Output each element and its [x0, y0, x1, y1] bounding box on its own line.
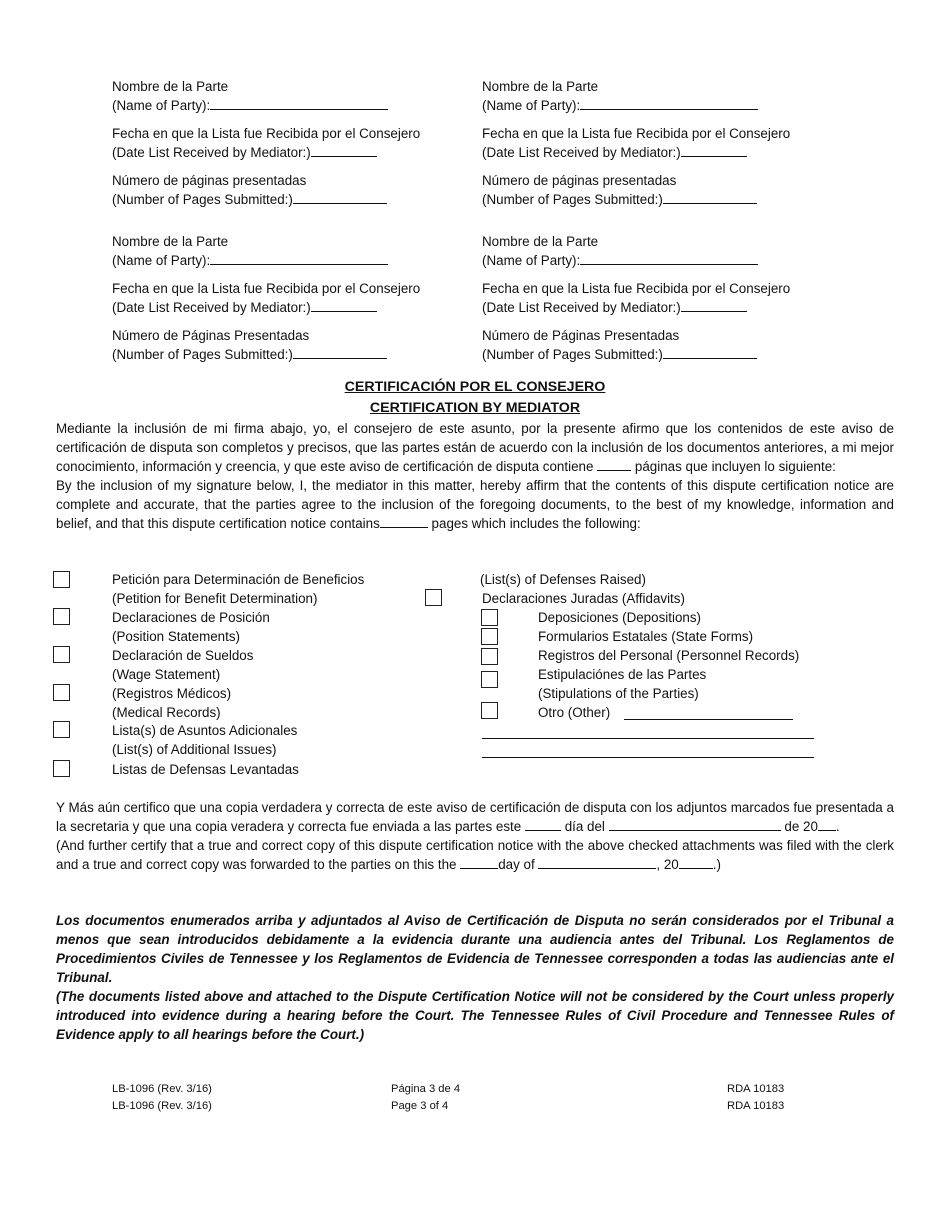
filing-day-field-en[interactable] [460, 856, 498, 869]
certification-text-en-2: pages which includes the following: [431, 516, 641, 531]
checkbox-state-forms[interactable] [481, 628, 498, 645]
certification-paragraph-en [56, 476, 894, 533]
checkbox-wage-statement[interactable] [53, 646, 70, 663]
further-text-es-3: de 20 [784, 819, 818, 834]
date-received-label-es: Fecha en que la Lista fue Recibida por el Consejero [112, 126, 421, 141]
party-name-label-es: Nombre de la Parte [112, 234, 229, 249]
party-name-label-es: Nombre de la Parte [482, 79, 599, 94]
party-block-4 [482, 232, 842, 364]
further-certification-en [56, 836, 894, 874]
party-name-label-en: (Name of Party): [112, 253, 211, 268]
page-count-field-es[interactable] [597, 458, 631, 471]
checkbox-medical-records[interactable] [53, 684, 70, 701]
filing-year-field-es[interactable] [818, 818, 836, 831]
further-certification [56, 798, 894, 874]
date-received-field[interactable] [311, 299, 377, 312]
further-text-en-1: (And further certify that a true and correct copy of this dispute certification notice with the above checked attachments was filed with the clerk and a true and correct copy was forwarded to the parties on this the [56, 838, 894, 872]
pages-label-es: Número de Páginas Presentadas [482, 328, 680, 343]
checklist-label: Listas de Defensas Levantadas [112, 762, 299, 777]
checkbox-petition[interactable] [53, 571, 70, 588]
party-block-1 [112, 77, 472, 209]
checkbox-additional-issues[interactable] [53, 721, 70, 738]
party-name-label-en: (Name of Party): [482, 98, 581, 113]
date-received-label-en: (Date List Received by Mediator:) [482, 145, 681, 160]
checklist-label: Lista(s) de Asuntos Adicionales [112, 723, 298, 738]
checkbox-other[interactable] [481, 702, 498, 719]
pages-label-en: (Number of Pages Submitted:) [112, 192, 293, 207]
further-text-en-3: , 20 [656, 857, 679, 872]
party-name-field[interactable] [210, 97, 388, 110]
further-text-es-4: . [835, 819, 840, 834]
other-line-2[interactable] [482, 757, 814, 758]
party-name-label-en: (Name of Party): [482, 253, 581, 268]
checkbox-depositions[interactable] [481, 609, 498, 626]
footer-rda: RDA 10183 [727, 1083, 785, 1095]
party-block-3 [112, 232, 472, 364]
pages-label-es: Número de páginas presentadas [482, 173, 677, 188]
pages-field[interactable] [663, 191, 757, 204]
further-certification-es [56, 798, 894, 836]
checklist-label: Declaración de Sueldos [112, 648, 254, 663]
date-received-label-en: (Date List Received by Mediator:) [112, 145, 311, 160]
date-received-label-es: Fecha en que la Lista fue Recibida por el Consejero [112, 281, 421, 296]
date-received-field[interactable] [311, 144, 377, 157]
checklist-label: (Medical Records) [112, 705, 221, 720]
checklist-label: Deposiciones (Depositions) [538, 610, 701, 625]
checklist-label: (Registros Médicos) [112, 686, 232, 701]
date-received-field[interactable] [681, 299, 747, 312]
certification-title-es: CERTIFICACIÓN POR EL CONSEJERO [344, 379, 606, 395]
pages-field[interactable] [293, 346, 387, 359]
further-text-es-1: Y Más aún certifico que una copia verdadera y correcta de este aviso de certificación de disputa con los adjuntos marcados fue presentada a la secretaria y que una copia veradera y correcta fue enviada a las partes este [56, 800, 894, 834]
footer-form-number: LB-1096 (Rev. 3/16) [112, 1083, 212, 1095]
checklist-label: Estipulaciónes de las Partes [538, 667, 707, 682]
checklist-label: Otro (Other) [538, 705, 611, 720]
other-line-1[interactable] [482, 738, 814, 739]
pages-label-en: (Number of Pages Submitted:) [482, 192, 663, 207]
checkbox-stipulations[interactable] [481, 671, 498, 688]
footer-page-es: Página 3 de 4 [391, 1083, 461, 1095]
filing-day-field-es[interactable] [525, 818, 561, 831]
certification-text-es-1: Mediante la inclusión de mi firma abajo, yo, el consejero de este asunto, por la presente afirmo que los contenidos de este aviso de certificación de disputa son completos y precisos, que las partes están de acuerdo con la inclusión de los documentos anteriores, a mi mejor conocimiento, información y creencia, y que este aviso de certificación de disputa contiene [56, 421, 894, 474]
pages-label-es: Número de páginas presentadas [112, 173, 307, 188]
party-name-field[interactable] [580, 97, 758, 110]
pages-label-en: (Number of Pages Submitted:) [112, 347, 293, 362]
certification-paragraph-es [56, 419, 894, 476]
party-block-2 [482, 77, 842, 209]
footer-page-en: Page 3 of 4 [391, 1100, 449, 1112]
pages-label-en: (Number of Pages Submitted:) [482, 347, 663, 362]
certification-text-es-2: páginas que incluyen lo siguiente: [634, 459, 836, 474]
page-count-field-en[interactable] [380, 515, 428, 528]
checkbox-position-statements[interactable] [53, 608, 70, 625]
party-name-label-es: Nombre de la Parte [112, 79, 229, 94]
pages-field[interactable] [293, 191, 387, 204]
notice-en: (The documents listed above and attached to the Dispute Certification Notice will not be considered by the Court unless properly introduced into evidence during a hearing before the Court. The Tennessee Rules of Civil Procedure and Tennessee Rules of Evidence apply to all hearings before the Court.) [56, 989, 894, 1042]
checklist-label: (Position Statements) [112, 629, 241, 644]
checklist-label: Declaraciones Juradas (Affidavits) [482, 591, 685, 606]
checklist-label: (List(s) of Additional Issues) [112, 742, 277, 757]
party-name-label-es: Nombre de la Parte [482, 234, 599, 249]
date-received-field[interactable] [681, 144, 747, 157]
date-received-label-en: (Date List Received by Mediator:) [112, 300, 311, 315]
checkbox-affidavits[interactable] [425, 589, 442, 606]
checklist-label: Declaraciones de Posición [112, 610, 270, 625]
further-text-en-4: .) [712, 857, 721, 872]
filing-year-field-en[interactable] [679, 856, 713, 869]
party-name-field[interactable] [580, 252, 758, 265]
checklist-label: Formularios Estatales (State Forms) [538, 629, 754, 644]
footer-form-number: LB-1096 (Rev. 3/16) [112, 1100, 212, 1112]
checklist-label: (Wage Statement) [112, 667, 221, 682]
certification-text [56, 419, 894, 533]
date-received-label-es: Fecha en que la Lista fue Recibida por el Consejero [482, 281, 791, 296]
checklist-label: Registros del Personal (Personnel Records) [538, 648, 800, 663]
footer-rda: RDA 10183 [727, 1100, 785, 1112]
filing-month-field-es[interactable] [609, 818, 781, 831]
checklist-label: (List(s) of Defenses Raised) [480, 572, 646, 587]
notice [56, 911, 894, 1044]
pages-label-es: Número de Páginas Presentadas [112, 328, 310, 343]
party-name-field[interactable] [210, 252, 388, 265]
certification-title-en: CERTIFICATION BY MEDIATOR [369, 400, 581, 416]
date-received-label-es: Fecha en que la Lista fue Recibida por el Consejero [482, 126, 791, 141]
party-name-label-en: (Name of Party): [112, 98, 211, 113]
pages-field[interactable] [663, 346, 757, 359]
further-text-es-2: día del [564, 819, 605, 834]
notice-es: Los documentos enumerados arriba y adjuntados al Aviso de Certificación de Disputa no serán considerados por el Tribunal a menos que sean introducidos debidamente a la evidencia durante una audiencia antes del Tribunal. Los Reglamentos de Procedimientos Civiles de Tennessee y los Reglamentos de Evidencia de Tennessee corresponden a todas las audiencias ante el Tribunal. [56, 913, 894, 985]
checkbox-personnel-records[interactable] [481, 648, 498, 665]
other-field[interactable] [624, 719, 793, 720]
checklist-label: (Stipulations of the Parties) [538, 686, 699, 701]
further-text-en-2: day of [498, 857, 535, 872]
checkbox-defenses-raised[interactable] [53, 760, 70, 777]
checklist-label: Petición para Determinación de Beneficios [112, 572, 365, 587]
date-received-label-en: (Date List Received by Mediator:) [482, 300, 681, 315]
filing-month-field-en[interactable] [538, 856, 656, 869]
certification-text-en-1: By the inclusion of my signature below, I, the mediator in this matter, hereby affirm that the contents of this dispute certification notice are complete and accurate, that the parties agree to the inclusion of the foregoing documents, to the best of my knowledge, information and belief, and that this dispute certification notice contains [56, 478, 894, 531]
checklist-label: (Petition for Benefit Determination) [112, 591, 318, 606]
